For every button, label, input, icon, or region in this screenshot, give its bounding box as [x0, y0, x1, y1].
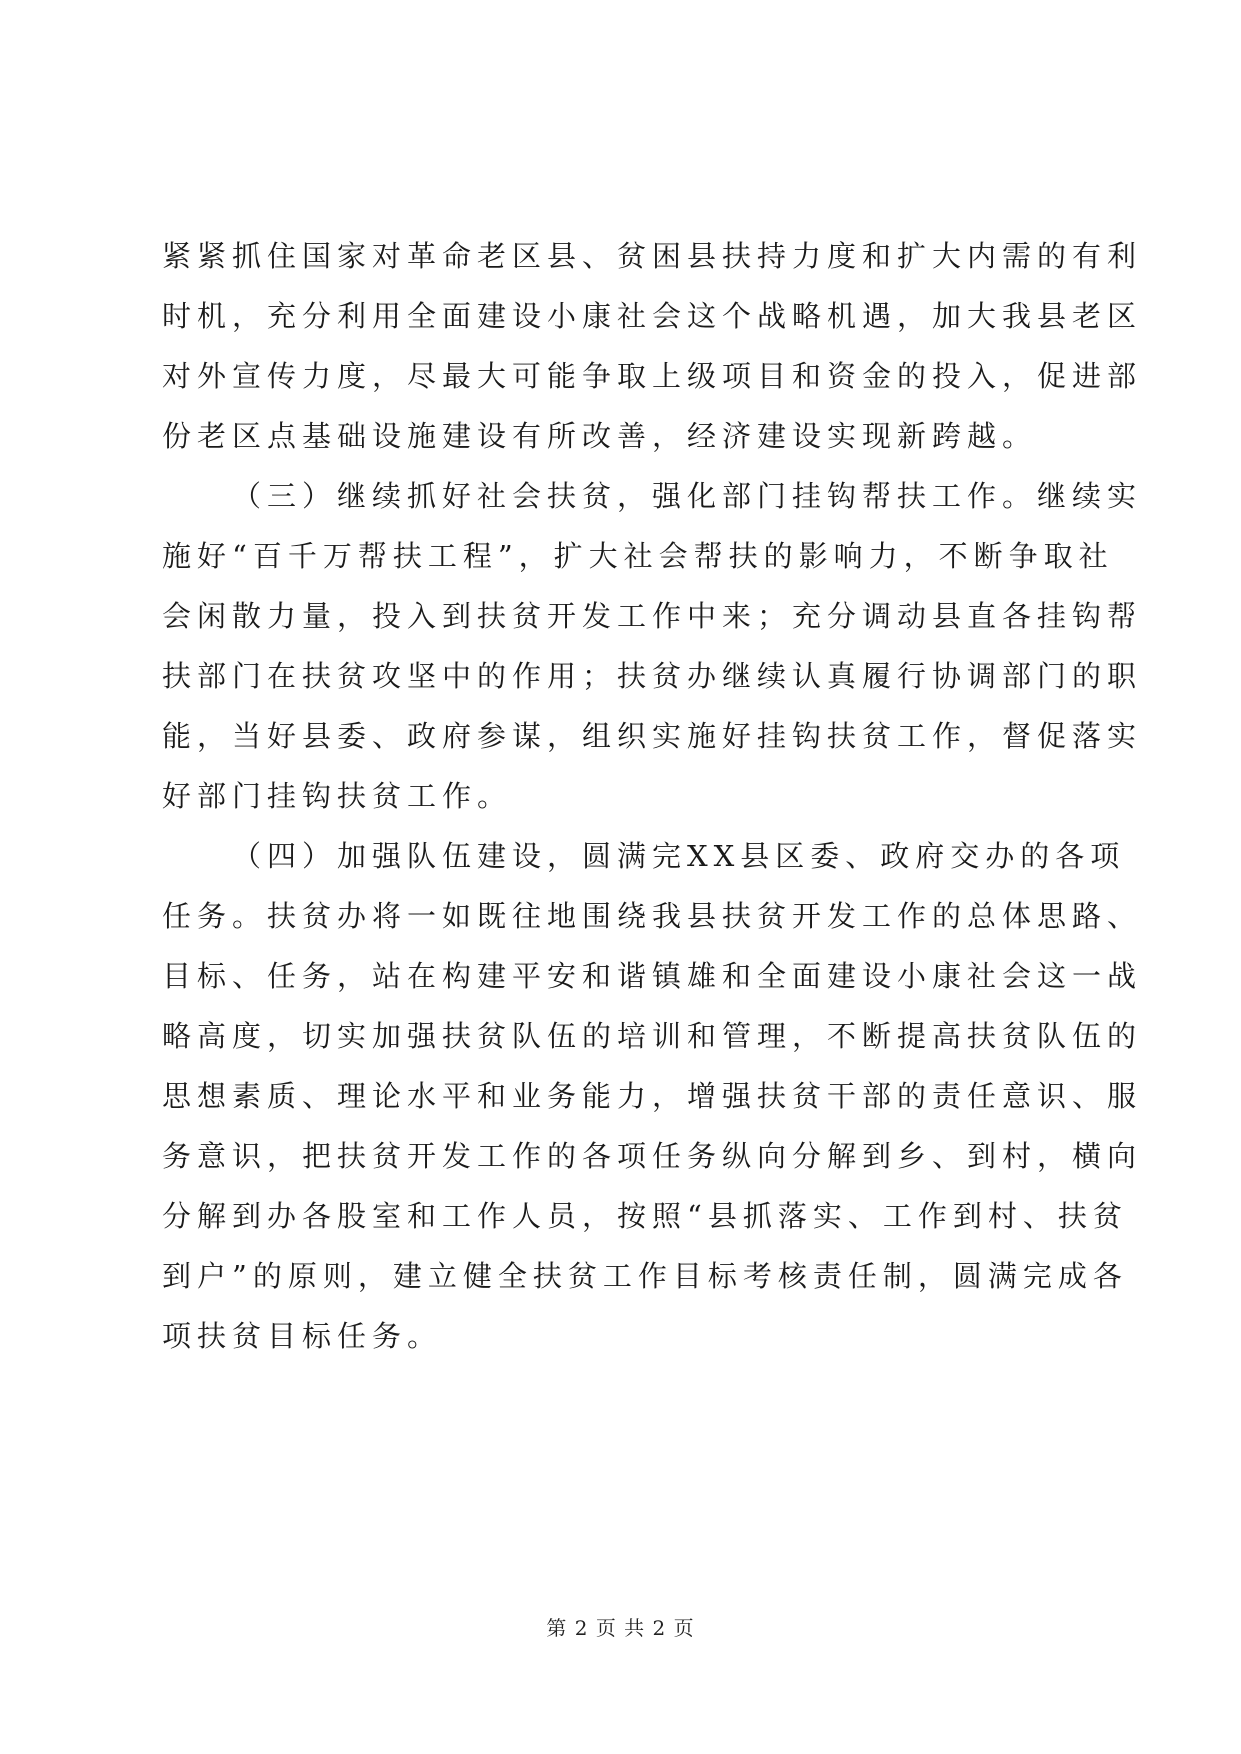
text-line: 目标、任务，站在构建平安和谐镇雄和全面建设小康社会这一战 [162, 959, 1143, 993]
text-line: （四）加强队伍建设，圆满完XX县区委、政府交办的各项 [232, 839, 1126, 873]
document-body [162, 226, 1143, 1366]
text-line: 施好“百千万帮扶工程”，扩大社会帮扶的影响力，不断争取社 [162, 539, 1114, 573]
text-line: 扶部门在扶贫攻坚中的作用；扶贫办继续认真履行协调部门的职 [162, 659, 1143, 693]
page-number-footer: 第 2 页 共 2 页 [546, 1616, 695, 1640]
text-line: 任务。扶贫办将一如既往地围绕我县扶贫开发工作的总体思路、 [162, 899, 1143, 933]
paragraph-2 [162, 466, 1143, 826]
text-line: 时机，充分利用全面建设小康社会这个战略机遇，加大我县老区 [162, 299, 1143, 333]
text-line: 项扶贫目标任务。 [162, 1319, 443, 1353]
text-line: 好部门挂钩扶贫工作。 [162, 779, 513, 813]
text-line: 份老区点基础设施建设有所改善，经济建设实现新跨越。 [162, 419, 1038, 453]
text-line: 能，当好县委、政府参谋，组织实施好挂钩扶贫工作，督促落实 [162, 719, 1143, 753]
text-line: （三）继续抓好社会扶贫，强化部门挂钩帮扶工作。继续实 [232, 479, 1143, 513]
text-line: 略高度，切实加强扶贫队伍的培训和管理，不断提高扶贫队伍的 [162, 1019, 1143, 1053]
paragraph-3 [162, 826, 1143, 1366]
text-line: 到户”的原则，建立健全扶贫工作目标考核责任制，圆满完成各 [162, 1259, 1128, 1293]
paragraph-1 [162, 226, 1143, 466]
text-line: 分解到办各股室和工作人员，按照“县抓落实、工作到村、扶贫 [162, 1199, 1128, 1233]
text-line: 对外宣传力度，尽最大可能争取上级项目和资金的投入，促进部 [162, 359, 1143, 393]
text-line: 紧紧抓住国家对革命老区县、贫困县扶持力度和扩大内需的有利 [162, 239, 1143, 273]
text-line: 会闲散力量，投入到扶贫开发工作中来；充分调动县直各挂钩帮 [162, 599, 1143, 633]
text-line: 思想素质、理论水平和业务能力，增强扶贫干部的责任意识、服 [162, 1079, 1143, 1113]
text-line: 务意识，把扶贫开发工作的各项任务纵向分解到乡、到村，横向 [162, 1139, 1143, 1173]
